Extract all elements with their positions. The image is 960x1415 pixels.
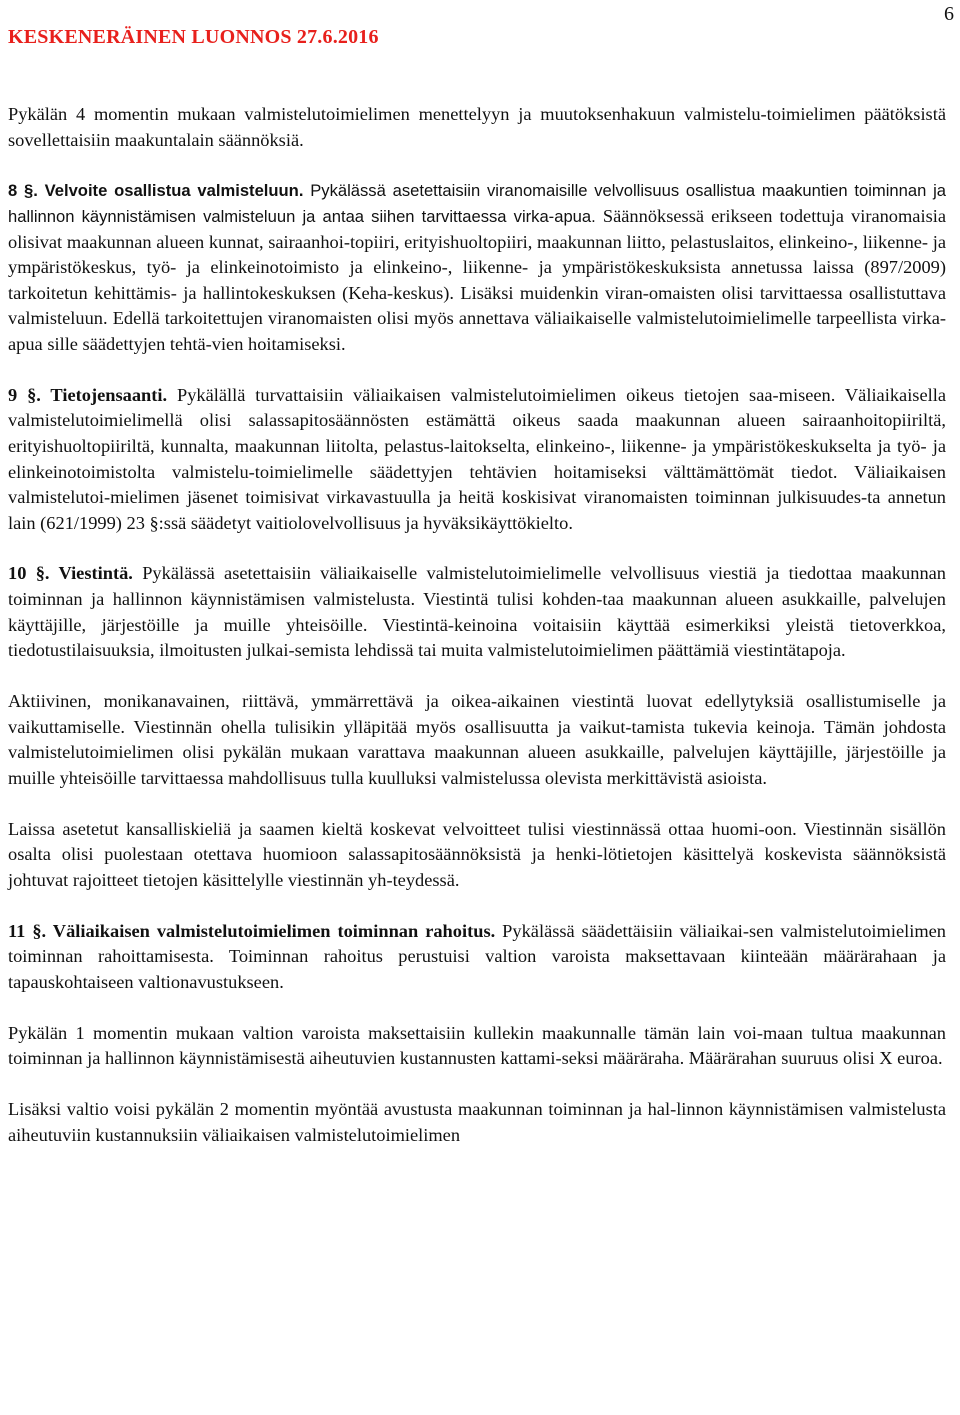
paragraph-active-communication bbox=[8, 689, 946, 791]
draft-label: KESKENERÄINEN LUONNOS 27.6.2016 bbox=[8, 26, 379, 48]
section-10-viestinta bbox=[8, 561, 946, 663]
section-9-text: Pykälällä turvattaisiin väliaikaisen valmistelutoimielimen oikeus tietojen saa-miseen. Väliaikaisella valmistelutoimielimellä olisi salassapitosäännösten estämättä oikeus saada maakunnan alueen sairaanhoitopiiriltä, erityishuoltopiiriltä, kunnalta, maakunnan liitolta, pelastus-laitokselta, elinkeino-, liikenne- ja ympäristökeskukselta ja työ- ja elinkeinotoimistolta valmistelu-toimielimelle säädettyjen tehtävien hoitamiseksi välttämättömät tiedot. Väliaikaisen valmistelutoi-mielimen jäsenet toimisivat virkavastuulla ja heitä koskisivat viranomaisten toiminnan julkisuudes-ta annetun lain (621/1999) 23 §:ssä säädetyt vaitiolovelvollisuus ja hyväksikäyttökielto. bbox=[8, 384, 947, 533]
section-11-rahoitus bbox=[8, 919, 946, 996]
section-8-heading: 8 §. Velvoite osallistua valmisteluun. bbox=[8, 181, 304, 201]
paragraph-procedure bbox=[8, 102, 946, 153]
paragraph-language-obligations bbox=[8, 817, 946, 894]
page-number: 6 bbox=[944, 3, 954, 25]
paragraph-text: Aktiivinen, monikanavainen, riittävä, ymmärrettävä ja oikea-aikainen viestintä luovat edellytyksiä osallistumiselle ja vaikuttamiselle. Viestinnän ohella tulisikin ylläpitää myös osallisuutta ja vaikut-tamista tukevia keinoja. Tämän johdosta valmistelutoimielimen olisi pykälän mukaan varattava maakunnan alueen asukkaille, palvelujen käyttäjille, järjestöille ja muille yhteisöille tarvittaessa mahdollisuus tulla kuulluksi valmistelussa olevista merkittävistä asioista. bbox=[8, 691, 946, 788]
paragraph-text: Laissa asetetut kansalliskieliä ja saamen kieltä koskevat velvoitteet tulisi viestinnässä ottaa huomi-oon. Viestinnän sisällön osalta olisi puolestaan otettava huomioon salassapitosäännöksistä ja henki-lötietojen käsittelyä koskevista säännöksistä johtuvat rajoitteet tietojen käsittelylle viestinnän yh-teydessä. bbox=[8, 818, 946, 890]
paragraph-text: Lisäksi valtio voisi pykälän 2 momentin myöntää avustusta maakunnan toiminnan ja hal-linnon käynnistämisen valmistelusta aiheutuviin kustannuksiin väliaikaisen valmistelutoimielimen bbox=[8, 1098, 946, 1145]
paragraph-text: Pykälän 1 momentin mukaan valtion varoista maksettaisiin kullekin maakunnalle tämän lain voi-maan tultua maakunnan toiminnan ja hallinnon käynnistämisestä aiheutuvien kustannusten kattami-seksi määräraha. Määrärahan suuruus olisi X euroa. bbox=[8, 1022, 946, 1069]
section-11-text: Pykälässä säädettäisiin väliaikai-sen valmistelutoimielimen toiminnan rahoittamisesta. Toiminnan rahoitus perustuisi valtion varoista maksettavaan kiinteään määrärahaan ja tapauskohtaiseen valtionavustukseen. bbox=[8, 920, 946, 992]
section-8-velvoite bbox=[8, 178, 946, 357]
paragraph-state-grant bbox=[8, 1097, 946, 1148]
document-body bbox=[8, 102, 946, 1173]
section-9-heading: 9 §. Tietojensaanti. bbox=[8, 384, 168, 405]
section-8-text: Säännöksessä erikseen todettuja viranomaisia olisivat maakunnan alueen kunnat, sairaanhoi-topiiri, erityishuoltopiiri, maakunnan liitto, pelastuslaitos, elinkeino-, liikenne- ja ympäristökeskus, työ- ja elinkeinotoimisto ja elinkeino-, liikenne- ja ympäristökeskuksista annetussa laissa (897/2009) tarkoitetun kehittämis- ja hallintokeskuksen (Keha-keskus). Lisäksi muidenkin viran-omaisten olisi tarvittaessa osallistuttava valmisteluun. Edellä tarkoitettujen viranomaisten olisi myös annettava väliaikaiselle valmistelutoimielimelle tarpeellista virka-apua sille säädettyjen tehtä-vien hoitamiseksi. bbox=[8, 205, 946, 354]
section-11-heading: 11 §. Väliaikaisen valmistelutoimielimen toiminnan rahoitus. bbox=[8, 920, 496, 941]
section-9-tietojensaanti bbox=[8, 383, 946, 537]
section-10-heading: 10 §. Viestintä. bbox=[8, 563, 133, 584]
paragraph-text: Pykälän 4 momentin mukaan valmistelutoimielimen menettelyyn ja muutoksenhakuun valmistelu-toimielimen päätöksistä sovellettaisiin maakuntalain säännöksiä. bbox=[8, 104, 946, 150]
paragraph-appropriation bbox=[8, 1021, 946, 1072]
section-10-text: Pykälässä asetettaisiin väliaikaiselle valmistelutoimielimelle velvollisuus viestiä ja tiedottaa maakunnan toiminnan ja hallinnon käynnistämisen valmistelusta. Viestintä tulisi kohden-taa maakunnan alueen asukkaille, palvelujen käyttäjille, järjestöille ja muille yhteisöille. Viestintä-keinoina voitaisiin käyttää esimerkiksi yleistä tietoverkkoa, tiedotustilaisuuksia, ilmoitusten julkai-semista lehdissä tai muita valmistelutoimielimen päättämiä viestintätapoja. bbox=[8, 563, 946, 661]
section-8-intro-text: Pykälässä asetettaisiin viranomaisille velvollisuus osallistua maakuntien toiminnan ja hallinnon käynnistämisen valmisteluun ja antaa siihen tarvittaessa virka-apua. bbox=[8, 181, 946, 226]
